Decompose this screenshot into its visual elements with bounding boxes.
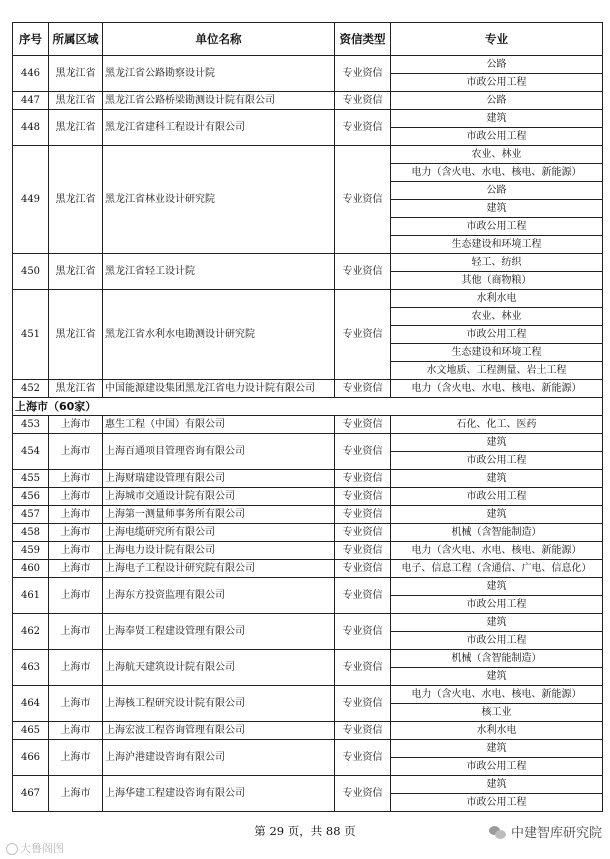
company-name-cell: 上海奉贤工程建设管理有限公司 [103, 614, 335, 650]
serial-number-cell: 452 [13, 380, 49, 398]
company-name-cell: 上海核工程研究设计院有限公司 [103, 686, 335, 722]
region-cell: 黑龙江省 [49, 290, 103, 380]
specialty-cell: 电子、信息工程（含通信、广电、信息化） [391, 560, 603, 578]
table-row [13, 578, 603, 596]
serial-number-cell: 458 [13, 524, 49, 542]
qualification-table-container [12, 22, 602, 812]
region-cell: 黑龙江省 [49, 110, 103, 146]
specialty-cell: 建筑 [391, 740, 603, 758]
qualification-type-cell: 专业资信 [335, 524, 391, 542]
region-cell: 上海市 [49, 722, 103, 740]
qualification-type-cell: 专业资信 [335, 542, 391, 560]
watermark-left [6, 840, 64, 856]
specialty-cell: 公路 [391, 92, 603, 110]
qualification-type-cell: 专业资信 [335, 578, 391, 614]
company-name-cell: 上海财瑞建设管理有限公司 [103, 470, 335, 488]
region-cell: 上海市 [49, 776, 103, 812]
specialty-cell: 建筑 [391, 614, 603, 632]
region-cell: 上海市 [49, 560, 103, 578]
qualification-type-cell: 专业资信 [335, 290, 391, 380]
header-cell: 单位名称 [103, 23, 335, 56]
qualification-type-cell: 专业资信 [335, 146, 391, 254]
table-header-row [13, 23, 603, 56]
watermark-left-text: 大鲁阁图 [20, 842, 64, 855]
specialty-cell: 建筑 [391, 200, 603, 218]
header-cell: 专业 [391, 23, 603, 56]
region-cell: 黑龙江省 [49, 254, 103, 290]
qualification-type-cell: 专业资信 [335, 56, 391, 92]
region-cell: 上海市 [49, 416, 103, 434]
region-cell: 上海市 [49, 740, 103, 776]
serial-number-cell: 462 [13, 614, 49, 650]
table-row [13, 560, 603, 578]
specialty-cell: 建筑 [391, 506, 603, 524]
specialty-cell: 市政公用工程 [391, 452, 603, 470]
region-cell: 黑龙江省 [49, 56, 103, 92]
specialty-cell: 市政公用工程 [391, 632, 603, 650]
region-cell: 上海市 [49, 542, 103, 560]
region-cell: 黑龙江省 [49, 146, 103, 254]
serial-number-cell: 455 [13, 470, 49, 488]
company-name-cell: 上海第一测量师事务所有限公司 [103, 506, 335, 524]
company-name-cell: 黑龙江省林业设计研究院 [103, 146, 335, 254]
company-name-cell: 上海华建工程建设咨询有限公司 [103, 776, 335, 812]
qualification-type-cell: 专业资信 [335, 110, 391, 146]
serial-number-cell: 457 [13, 506, 49, 524]
serial-number-cell: 463 [13, 650, 49, 686]
serial-number-cell: 465 [13, 722, 49, 740]
specialty-cell: 电力（含火电、水电、核电、新能源） [391, 542, 603, 560]
header-cell: 所属区域 [49, 23, 103, 56]
company-name-cell: 上海沪港建设咨询有限公司 [103, 740, 335, 776]
specialty-cell: 水文地质、工程测量、岩土工程 [391, 362, 603, 380]
serial-number-cell: 461 [13, 578, 49, 614]
specialty-cell: 生态建设和环境工程 [391, 236, 603, 254]
company-name-cell: 上海航天建筑设计院有限公司 [103, 650, 335, 686]
watermark-logo-icon [6, 843, 18, 855]
qualification-type-cell: 专业资信 [335, 92, 391, 110]
company-name-cell: 惠生工程（中国）有限公司 [103, 416, 335, 434]
serial-number-cell: 460 [13, 560, 49, 578]
qualification-table [12, 22, 603, 812]
header-cell: 资信类型 [335, 23, 391, 56]
table-row [13, 740, 603, 758]
table-row [13, 506, 603, 524]
serial-number-cell: 449 [13, 146, 49, 254]
qualification-type-cell: 专业资信 [335, 650, 391, 686]
region-cell: 上海市 [49, 470, 103, 488]
specialty-cell: 公路 [391, 56, 603, 74]
specialty-cell: 农业、林业 [391, 308, 603, 326]
region-cell: 上海市 [49, 434, 103, 470]
company-name-cell: 中国能源建设集团黑龙江省电力设计院有限公司 [103, 380, 335, 398]
company-name-cell: 黑龙江省建科工程设计有限公司 [103, 110, 335, 146]
watermark-right [489, 822, 602, 841]
region-cell: 黑龙江省 [49, 380, 103, 398]
serial-number-cell: 446 [13, 56, 49, 92]
table-row [13, 56, 603, 74]
specialty-cell: 市政公用工程 [391, 74, 603, 92]
specialty-cell: 核工业 [391, 704, 603, 722]
specialty-cell: 市政公用工程 [391, 488, 603, 506]
specialty-cell: 市政公用工程 [391, 128, 603, 146]
serial-number-cell: 447 [13, 92, 49, 110]
table-body [13, 56, 603, 812]
specialty-cell: 市政公用工程 [391, 758, 603, 776]
specialty-cell: 建筑 [391, 668, 603, 686]
table-row [13, 524, 603, 542]
serial-number-cell: 453 [13, 416, 49, 434]
specialty-cell: 市政公用工程 [391, 596, 603, 614]
specialty-cell: 水利水电 [391, 290, 603, 308]
company-name-cell: 黑龙江省公路桥梁勘测设计院有限公司 [103, 92, 335, 110]
specialty-cell: 电力（含火电、水电、核电、新能源） [391, 380, 603, 398]
table-row [13, 92, 603, 110]
serial-number-cell: 454 [13, 434, 49, 470]
company-name-cell: 上海电缆研究所有限公司 [103, 524, 335, 542]
qualification-type-cell: 专业资信 [335, 614, 391, 650]
qualification-type-cell: 专业资信 [335, 416, 391, 434]
serial-number-cell: 451 [13, 290, 49, 380]
qualification-type-cell: 专业资信 [335, 722, 391, 740]
specialty-cell: 石化、化工、医药 [391, 416, 603, 434]
specialty-cell: 建筑 [391, 578, 603, 596]
table-row [13, 650, 603, 668]
serial-number-cell: 448 [13, 110, 49, 146]
table-row [13, 380, 603, 398]
serial-number-cell: 466 [13, 740, 49, 776]
specialty-cell: 轻工、纺织 [391, 254, 603, 272]
region-cell: 上海市 [49, 506, 103, 524]
table-row [13, 470, 603, 488]
company-name-cell: 上海电子工程设计研究院有限公司 [103, 560, 335, 578]
region-cell: 上海市 [49, 488, 103, 506]
specialty-cell: 农业、林业 [391, 146, 603, 164]
qualification-type-cell: 专业资信 [335, 776, 391, 812]
qualification-type-cell: 专业资信 [335, 506, 391, 524]
company-name-cell: 上海百通项目管理咨询有限公司 [103, 434, 335, 470]
region-cell: 上海市 [49, 650, 103, 686]
section-title: 上海市（60家） [13, 398, 603, 416]
serial-number-cell: 459 [13, 542, 49, 560]
specialty-cell: 市政公用工程 [391, 326, 603, 344]
specialty-cell: 建筑 [391, 110, 603, 128]
serial-number-cell: 467 [13, 776, 49, 812]
specialty-cell: 公路 [391, 182, 603, 200]
region-cell: 上海市 [49, 686, 103, 722]
header-cell: 序号 [13, 23, 49, 56]
specialty-cell: 市政公用工程 [391, 794, 603, 812]
wechat-icon [489, 825, 507, 839]
table-row [13, 290, 603, 308]
specialty-cell: 生态建设和环境工程 [391, 344, 603, 362]
specialty-cell: 机械（含智能制造） [391, 650, 603, 668]
specialty-cell: 建筑 [391, 434, 603, 452]
region-cell: 黑龙江省 [49, 92, 103, 110]
company-name-cell: 上海城市交通设计院有限公司 [103, 488, 335, 506]
qualification-type-cell: 专业资信 [335, 380, 391, 398]
company-name-cell: 上海电力设计院有限公司 [103, 542, 335, 560]
table-row [13, 146, 603, 164]
company-name-cell: 黑龙江省公路勘察设计院 [103, 56, 335, 92]
region-cell: 上海市 [49, 614, 103, 650]
company-name-cell: 上海东方投资监理有限公司 [103, 578, 335, 614]
table-row [13, 110, 603, 128]
specialty-cell: 建筑 [391, 470, 603, 488]
company-name-cell: 黑龙江省轻工设计院 [103, 254, 335, 290]
table-row [13, 416, 603, 434]
table-row [13, 434, 603, 452]
serial-number-cell: 450 [13, 254, 49, 290]
qualification-type-cell: 专业资信 [335, 470, 391, 488]
region-cell: 上海市 [49, 578, 103, 614]
company-name-cell: 上海宏波工程咨询管理有限公司 [103, 722, 335, 740]
specialty-cell: 建筑 [391, 776, 603, 794]
table-row [13, 488, 603, 506]
table-row [13, 542, 603, 560]
qualification-type-cell: 专业资信 [335, 488, 391, 506]
company-name-cell: 黑龙江省水利水电勘测设计研究院 [103, 290, 335, 380]
specialty-cell: 电力（含火电、水电、核电、新能源） [391, 686, 603, 704]
table-row [13, 686, 603, 704]
region-cell: 上海市 [49, 524, 103, 542]
qualification-type-cell: 专业资信 [335, 434, 391, 470]
table-row [13, 614, 603, 632]
specialty-cell: 水利水电 [391, 722, 603, 740]
specialty-cell: 机械（含智能制造） [391, 524, 603, 542]
table-row [13, 722, 603, 740]
specialty-cell: 其他（商物粮） [391, 272, 603, 290]
specialty-cell: 市政公用工程 [391, 218, 603, 236]
specialty-cell: 电力（含火电、水电、核电、新能源） [391, 164, 603, 182]
qualification-type-cell: 专业资信 [335, 740, 391, 776]
qualification-type-cell: 专业资信 [335, 560, 391, 578]
section-header-row [13, 398, 603, 416]
serial-number-cell: 456 [13, 488, 49, 506]
qualification-type-cell: 专业资信 [335, 254, 391, 290]
table-row [13, 776, 603, 794]
table-row [13, 254, 603, 272]
qualification-type-cell: 专业资信 [335, 686, 391, 722]
page-number: 第 29 页，共 88 页 [254, 824, 356, 838]
watermark-right-text: 中建智库研究院 [510, 826, 602, 841]
serial-number-cell: 464 [13, 686, 49, 722]
